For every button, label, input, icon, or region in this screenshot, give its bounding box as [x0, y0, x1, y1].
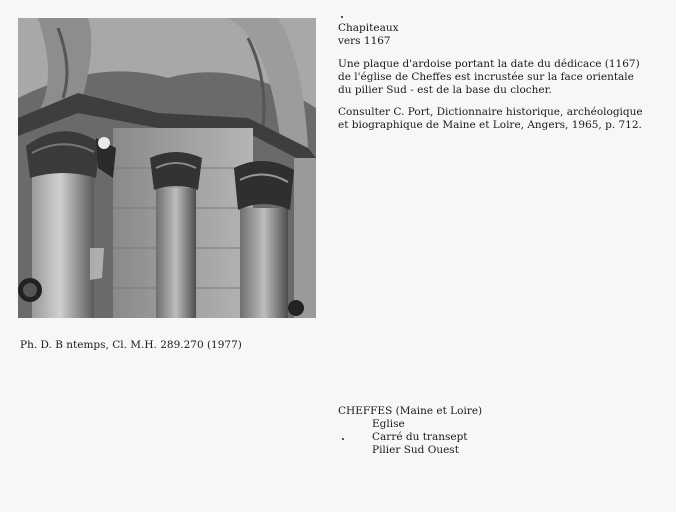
description-line: de l'église de Cheffes est incrustée sur la face orientale	[338, 71, 634, 83]
location-place: CHEFFES (Maine et Loire)	[338, 405, 483, 417]
description-line: du pilier Sud - est de la base du clocher.	[338, 84, 552, 96]
description	[338, 58, 640, 97]
description-line: Une plaque d'ardoise portant la date du dédicace (1167)	[338, 58, 640, 70]
decorative-dot	[341, 16, 343, 18]
location-element: Pilier Sud Ouest	[372, 444, 459, 456]
location-building: Eglise	[372, 418, 405, 430]
bibliographic-reference	[338, 106, 643, 132]
caption-date: vers 1167	[338, 35, 391, 47]
caption-title: Chapiteaux	[338, 22, 399, 34]
reference-line: Consulter C. Port, Dictionnaire historique, archéologique	[338, 106, 643, 118]
photo-illustration	[18, 18, 316, 318]
reference-line: et biographique de Maine et Loire, Angers, 1965, p. 712.	[338, 119, 642, 131]
decorative-dot	[342, 438, 344, 440]
photo-credit: Ph. D. B ntemps, Cl. M.H. 289.270 (1977)	[20, 339, 242, 351]
photo-capitals	[18, 18, 316, 318]
location-area: Carré du transept	[372, 431, 468, 443]
